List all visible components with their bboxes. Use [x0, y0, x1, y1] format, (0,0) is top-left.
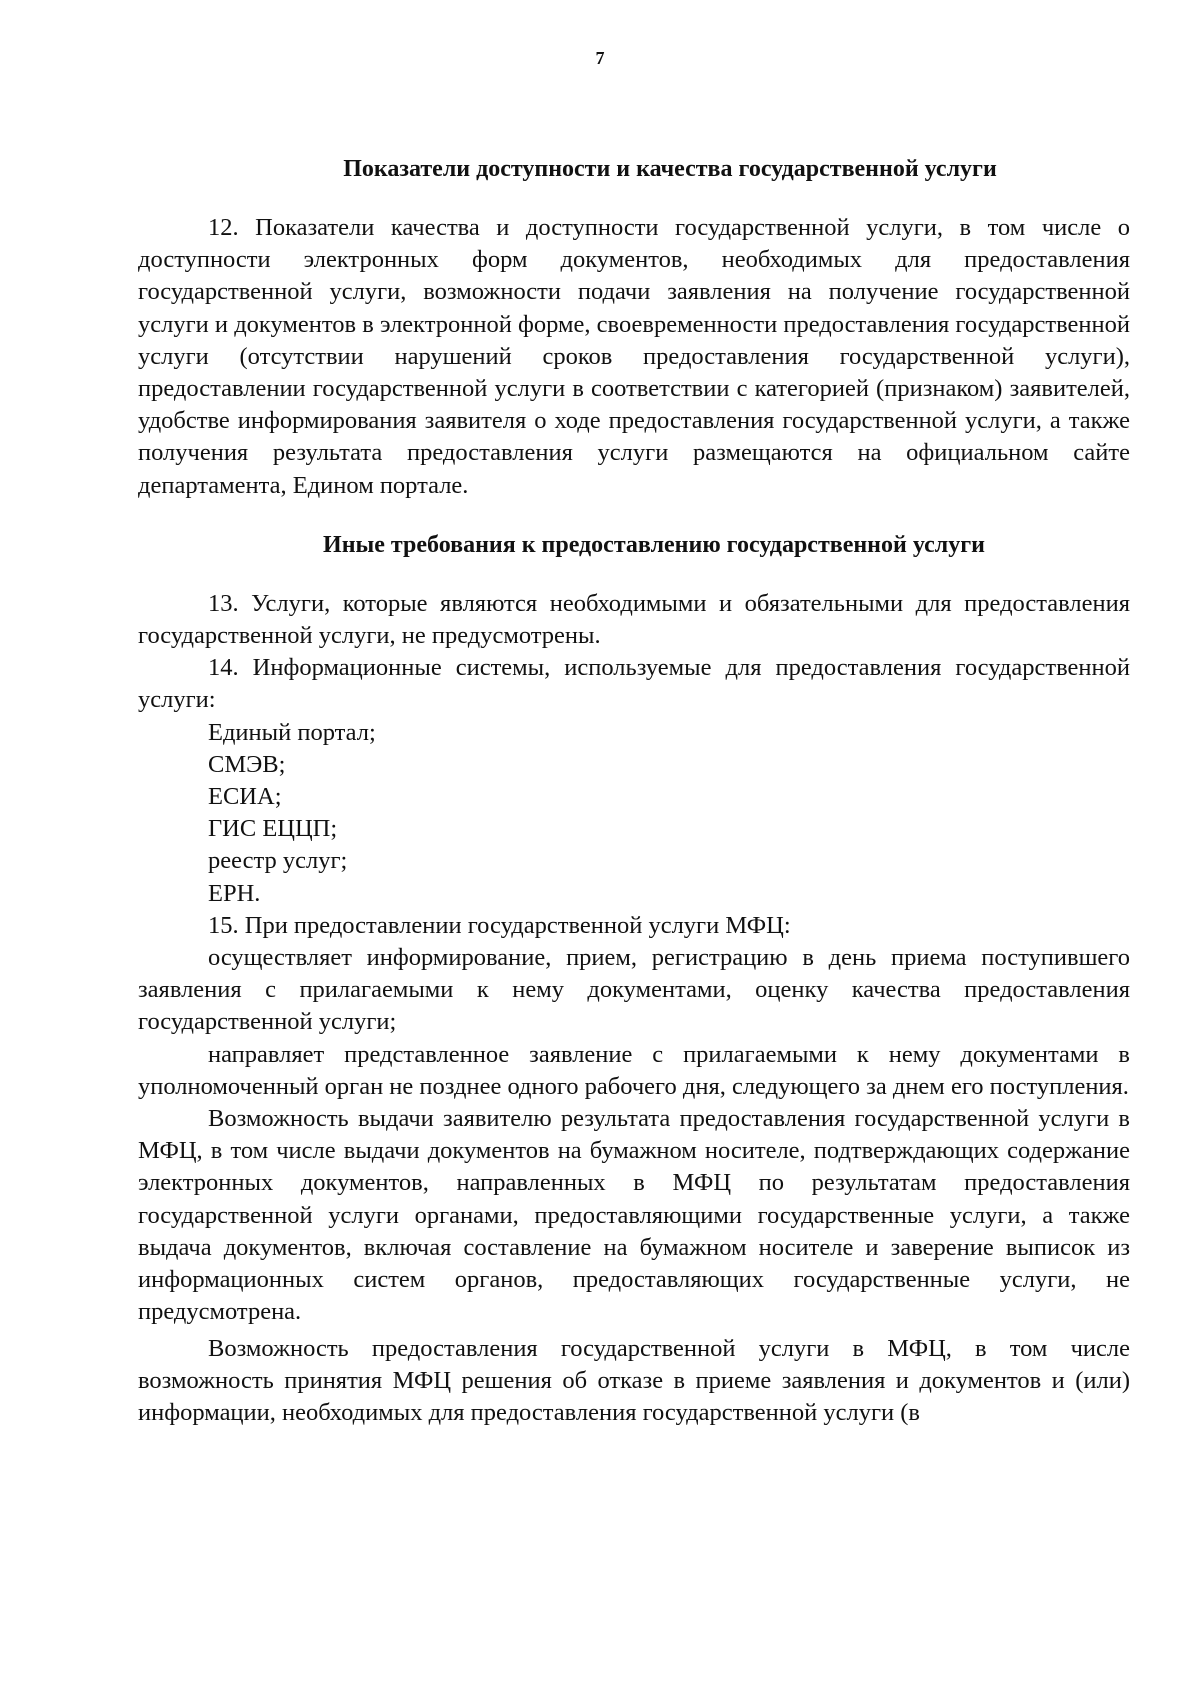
paragraph-14: 14. Информационные системы, используемые для предоставления государственной услуги:: [138, 654, 1130, 714]
list-item-system: реестр услуг;: [208, 847, 348, 875]
paragraph-15-item-b: направляет представленное заявление с прилагаемыми к нему документами в уполномоченный орган не позднее одного рабочего дня, следующего за днем его поступления.: [138, 1040, 1130, 1100]
document-body: [138, 152, 1130, 1429]
paragraph-15-item-a: осуществляет информирование, прием, регистрацию в день приема поступившего заявления с прилагаемыми к нему документами, оценку качества предоставления государственной услуги;: [138, 944, 1130, 1036]
page-number: 7: [595, 48, 605, 68]
paragraph-mfc-service: Возможность предоставления государственной услуги в МФЦ, в том числе возможность принятия МФЦ решения об отказе в приеме заявления и документов и (или) информации, необходимых для предоставления государственной услуги (в: [138, 1334, 1130, 1426]
list-item-system: ЕСИА;: [208, 783, 282, 811]
list-item-system: ГИС ЕЦЦП;: [208, 815, 338, 843]
paragraph-13: 13. Услуги, которые являются необходимыми и обязательными для предоставления государственной услуги, не предусмотрены.: [138, 589, 1130, 650]
paragraph-15: 15. При предоставлении государственной услуги МФЦ:: [208, 911, 791, 939]
paragraph-result-issuance: Возможность выдачи заявителю результата предоставления государственной услуги в МФЦ, в том числе выдачи документов на бумажном носителе, подтверждающих содержание электронных документов, направленных в МФЦ по результатам предоставления государственной услуги органами, предоставляющими государственные услуги, а также выдача документов, включая составление на бумажном носителе и заверение выписок из информационных систем органов, предоставляющих государственные услуги, не предусмотрена.: [138, 1105, 1130, 1326]
paragraph-12: 12. Показатели качества и доступности государственной услуги, в том числе о доступности электронных форм документов, необходимых для предоставления государственной услуги, возможности подачи заявления на получение государственной услуги и документов в электронной форме, своевременности предоставления государственной услуги (отсутствии нарушений сроков предоставления государственной услуги), предоставлении государственной услуги в соответствии с категорией (признаком) заявителей, удобстве информирования заявителя о ходе предоставления государственной услуги, а также получения результата предоставления услуги размещаются на официальном сайте департамента, Едином портале.: [138, 214, 1130, 499]
section-heading-other-requirements: Иные требования к предоставлению государственной услуги: [323, 531, 985, 558]
list-item-system: ЕРН.: [208, 879, 261, 907]
list-item-system: Единый портал;: [208, 718, 376, 746]
list-item-system: СМЭВ;: [208, 750, 286, 778]
section-heading-accessibility: Показатели доступности и качества государственной услуги: [343, 156, 997, 182]
